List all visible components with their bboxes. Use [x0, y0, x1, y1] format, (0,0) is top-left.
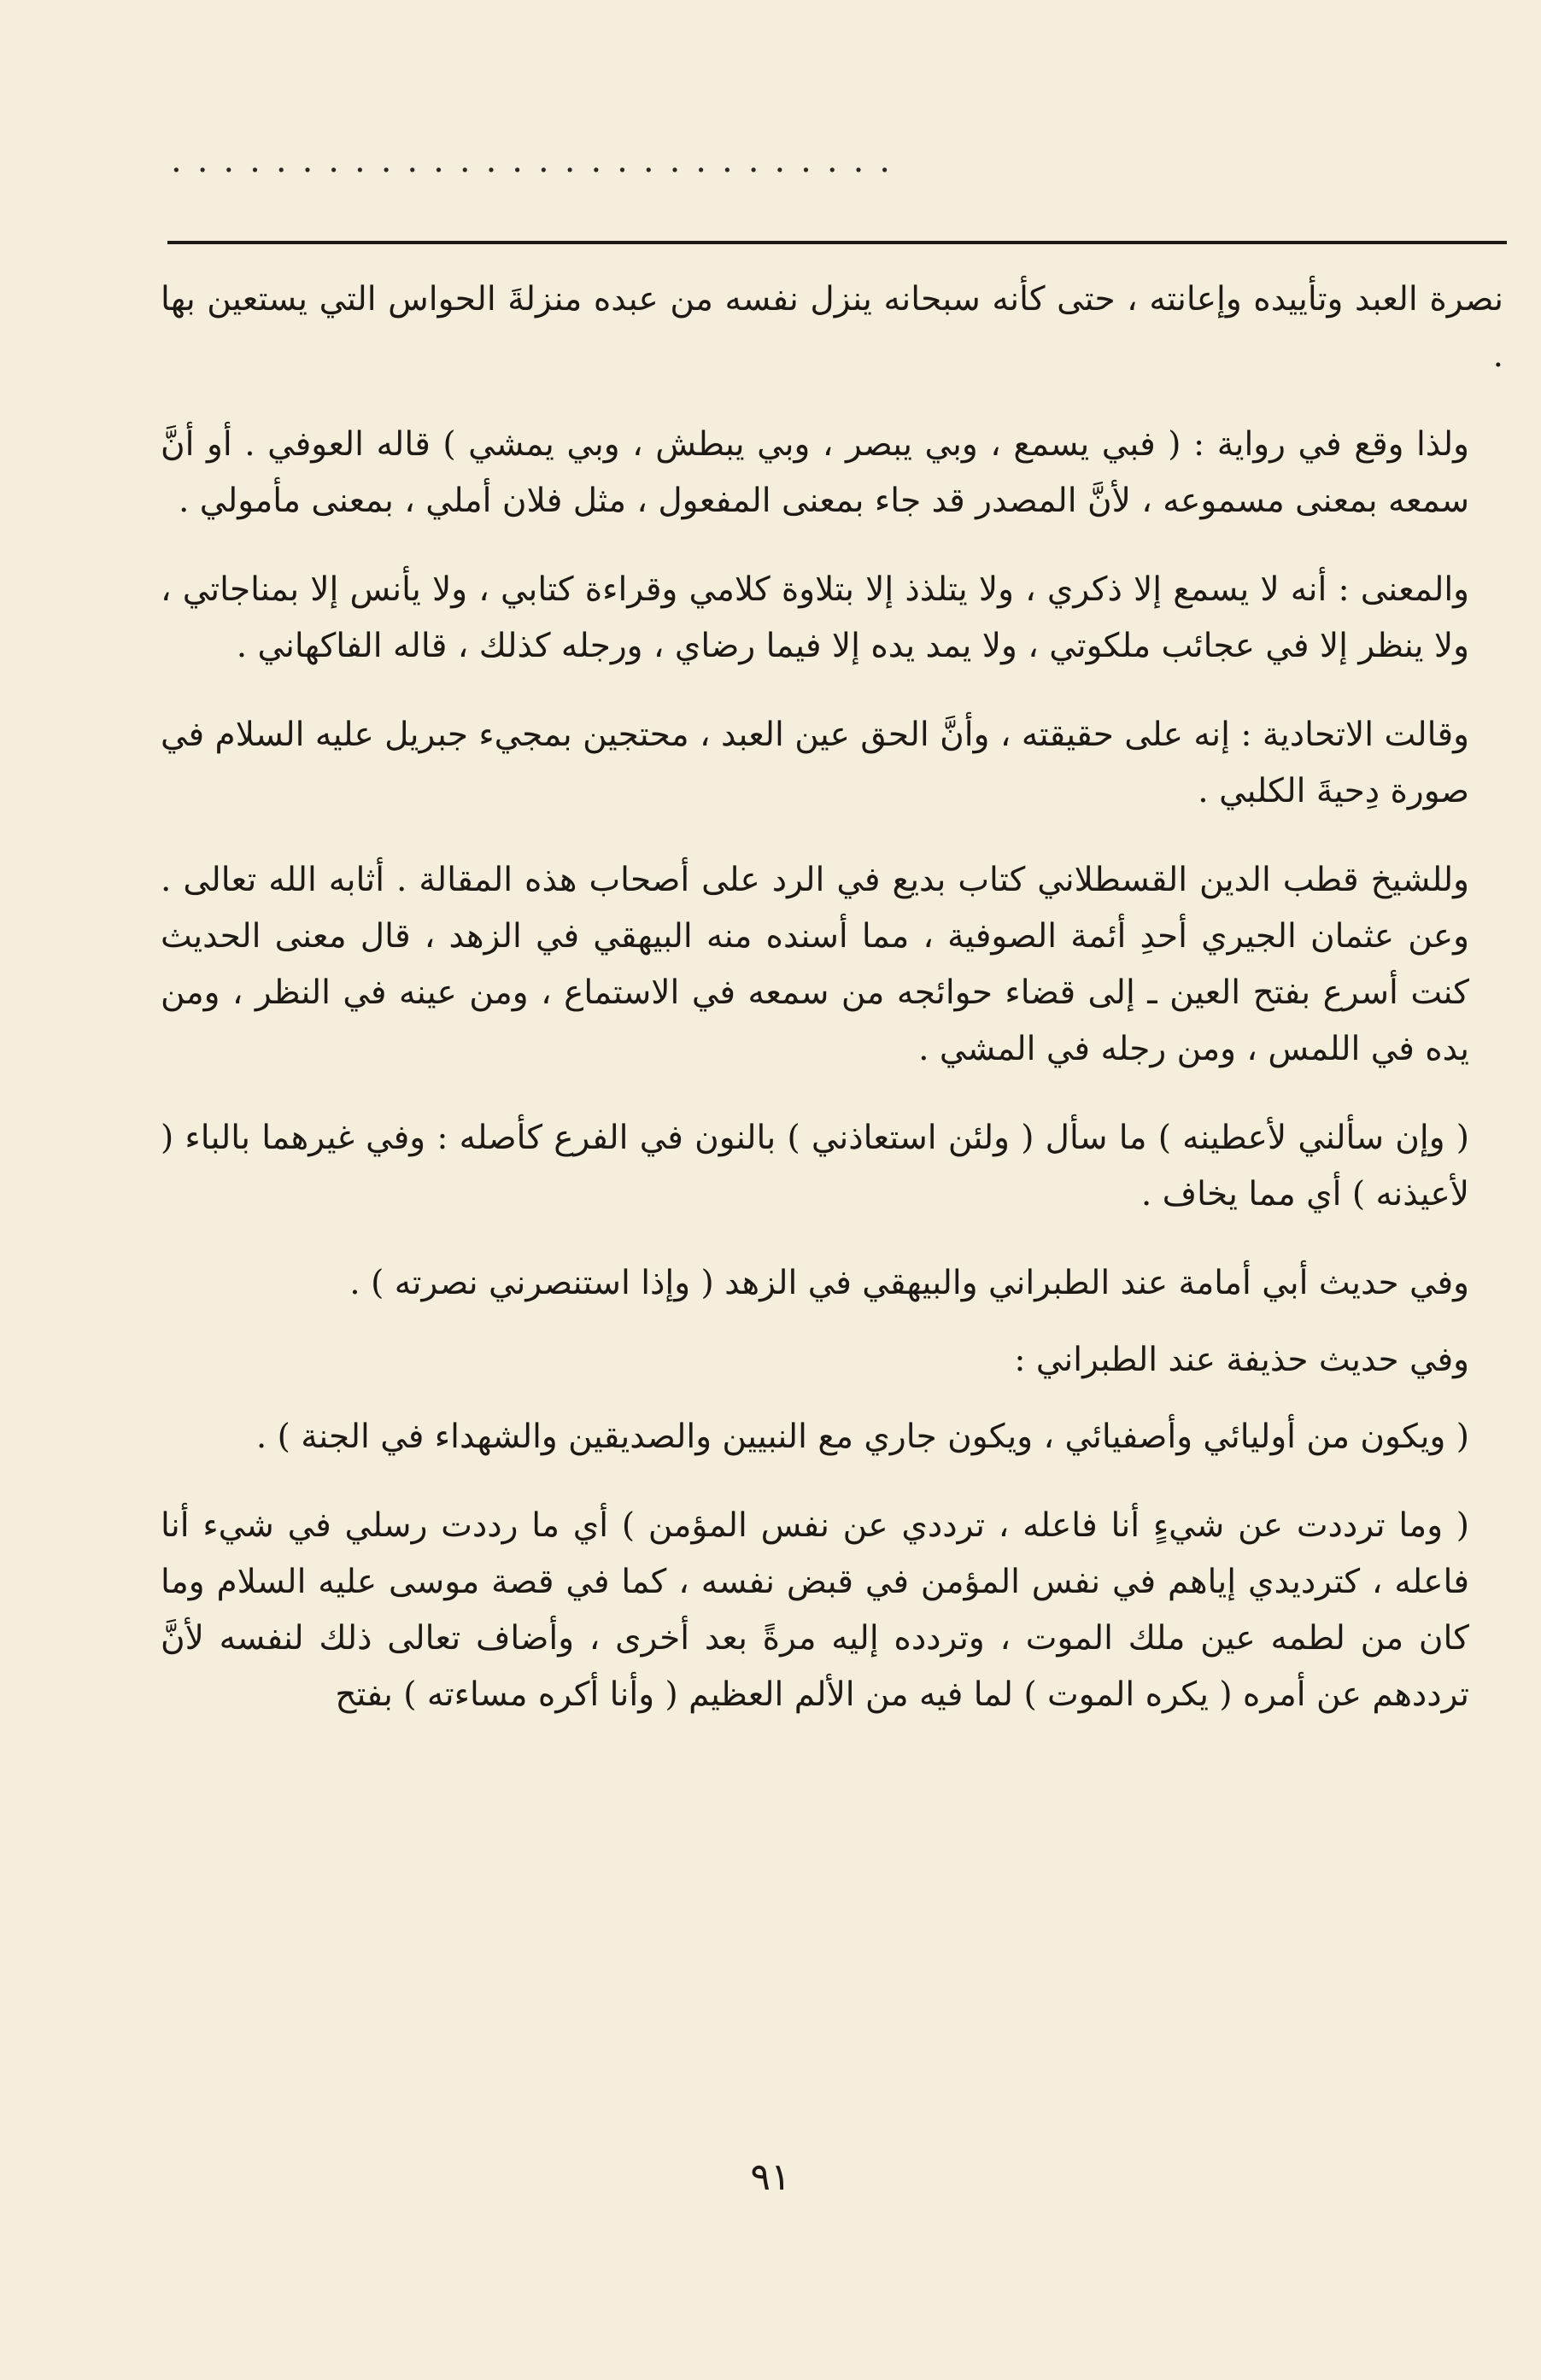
paragraph-4: وقالت الاتحادية : إنه على حقيقته ، وأنَّ الحق عين العبد ، محتجين بمجيء جبريل عليه السلام في صورة دِحيةَ الكلبي .	[161, 716, 1469, 810]
paragraph-2: ولذا وقع في رواية : ( فبي يسمع ، وبي يبصر ، وبي يبطش ، وبي يمشي ) قاله العوفي . أو أنَّ سمعه بمعنى مسموعه ، لأنَّ المصدر قد جاء بمعنى المفعول ، مثل فلان أملي ، بمعنى مأمولي .	[161, 425, 1469, 520]
paragraph-3: والمعنى : أنه لا يسمع إلا ذكري ، ولا يتلذذ إلا بتلاوة كلامي وقراءة كتابي ، ولا يأنس إلا بمناجاتي ، ولا ينظر إلا في عجائب ملكوتي ، ولا يمد يده إلا فيما رضاي ، ورجله كذلك ، قاله الفاكهاني .	[161, 570, 1469, 665]
paragraph-6: ( وإن سألني لأعطينه ) ما سأل ( ولئن استعاذني ) بالنون في الفرع كأصله : وفي غيرهما بالباء ( لأعيذنه ) أي مما يخاف .	[161, 1119, 1469, 1213]
paragraph-1: نصرة العبد وتأييده وإعانته ، حتى كأنه سبحانه ينزل نفسه من عبده منزلةَ الحواس التي يستعين بها .	[161, 280, 1503, 375]
body-text	[161, 272, 1503, 2082]
page-number: ٩١	[750, 2155, 791, 2199]
paragraph-9: ( ويكون من أوليائي وأصفيائي ، ويكون جاري مع النبيين والصديقين والشهداء في الجنة ) .	[255, 1418, 1469, 1456]
paragraph-10: ( وما ترددت عن شيءٍ أنا فاعله ، ترددي عن نفس المؤمن ) أي ما رددت رسلي في شيء أنا فاعله ، كترديدي إياهم في نفس المؤمن في قبض نفسه ، كما في قصة موسى عليه السلام وما كان من لطمه عين ملك الموت ، وتردده إليه مرةً بعد أخرى ، وأضاف تعالى ذلك لنفسه لأنَّ ترددهم عن أمره ( يكره الموت ) لما فيه من الألم العظيم ( وأنا أكره مساءته ) بفتح	[161, 1506, 1469, 1714]
header-dotted-line: ............................	[171, 143, 906, 178]
paragraph-5: وللشيخ قطب الدين القسطلاني كتاب بديع في الرد على أصحاب هذه المقالة . أثابه الله تعالى . وعن عثمان الجيري أحدِ أئمة الصوفية ، مما أسنده منه البيهقي في الزهد ، قال معنى الحديث كنت أسرع بفتح العين ـ إلى قضاء حوائجه من سمعه في الاستماع ، ومن عينه في النظر ، ومن يده في اللمس ، ومن رجله في المشي .	[161, 861, 1469, 1068]
paragraph-7: وفي حديث أبي أمامة عند الطبراني والبيهقي في الزهد ( وإذا استنصرني نصرته ) .	[349, 1264, 1469, 1302]
header-rule	[167, 241, 1507, 244]
paragraph-8: وفي حديث حذيفة عند الطبراني :	[1014, 1341, 1469, 1379]
